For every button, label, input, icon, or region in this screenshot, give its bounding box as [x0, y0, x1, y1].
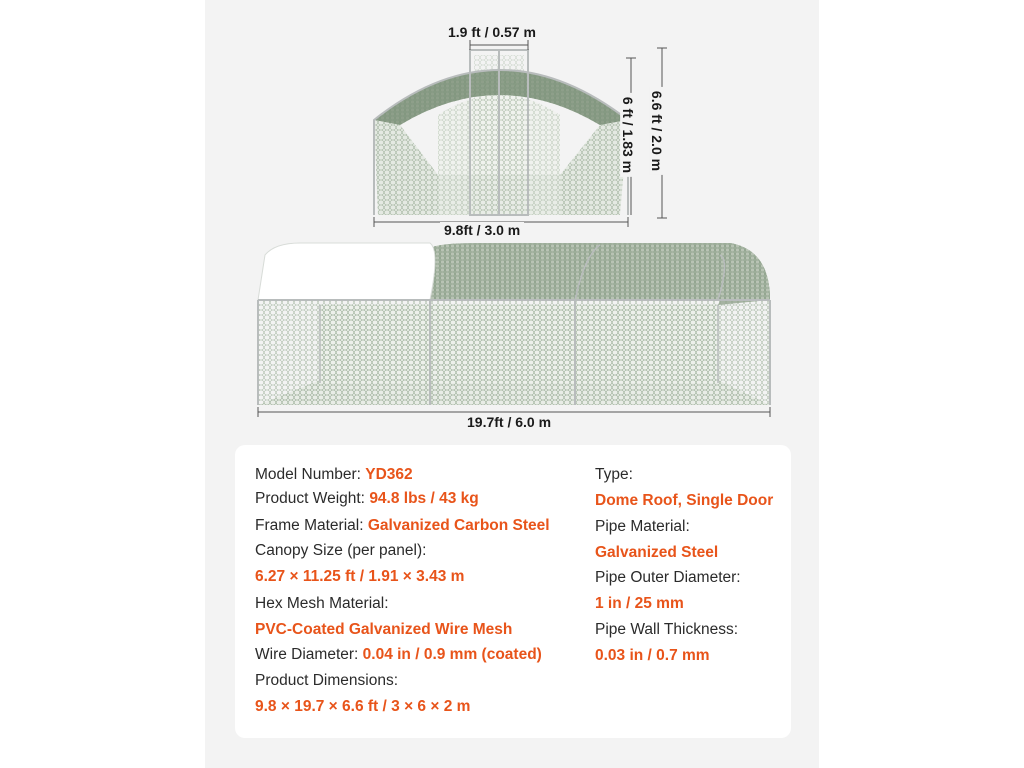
- hex-mesh-label: Hex Mesh Material:: [255, 595, 389, 612]
- wire-diameter-row: [255, 645, 542, 665]
- model-number-label: Model Number:: [255, 466, 366, 483]
- frame-material-row: [255, 516, 550, 536]
- door-width-label: 1.9 ft / 0.57 m: [444, 24, 540, 40]
- type-value: Dome Roof, Single Door: [595, 492, 774, 509]
- model-number-row: [255, 465, 413, 485]
- wire-diameter-value: 0.04 in / 0.9 mm (coated): [362, 646, 542, 663]
- pipe-wall-thickness-label: Pipe Wall Thickness:: [595, 621, 738, 638]
- wire-diameter-label: Wire Diameter:: [255, 646, 363, 663]
- canopy-size-value: 6.27 × 11.25 ft / 1.91 × 3.43 m: [255, 568, 465, 585]
- side-view-illustration: [258, 243, 770, 417]
- type-label: Type:: [595, 466, 633, 483]
- canopy-size-label: Canopy Size (per panel):: [255, 542, 427, 559]
- frame-material-value: Galvanized Carbon Steel: [367, 517, 550, 534]
- pipe-outer-diameter-label: Pipe Outer Diameter:: [595, 569, 741, 586]
- pipe-outer-diameter-value: 1 in / 25 mm: [595, 595, 684, 612]
- frame-material-label: Frame Material:: [255, 517, 368, 534]
- length-label: 19.7ft / 6.0 m: [463, 414, 555, 430]
- hex-mesh-value: PVC-Coated Galvanized Wire Mesh: [255, 621, 513, 638]
- side-height-label: 6 ft / 1.83 m: [620, 93, 636, 177]
- total-height-label: 6.6 ft / 2.0 m: [649, 87, 665, 175]
- pipe-wall-thickness-value: 0.03 in / 0.7 mm: [595, 647, 710, 664]
- pipe-material-label: Pipe Material:: [595, 518, 690, 535]
- product-dimensions-label: Product Dimensions:: [255, 672, 399, 689]
- product-dimensions-value: 9.8 × 19.7 × 6.6 ft / 3 × 6 × 2 m: [255, 698, 471, 715]
- product-weight-row: [255, 489, 479, 509]
- width-label: 9.8ft / 3.0 m: [440, 222, 524, 238]
- pipe-material-value: Galvanized Steel: [595, 544, 719, 561]
- product-weight-value: 94.8 lbs / 43 kg: [369, 490, 479, 507]
- model-number-value: YD362: [365, 466, 413, 483]
- product-weight-label: Product Weight:: [255, 490, 370, 507]
